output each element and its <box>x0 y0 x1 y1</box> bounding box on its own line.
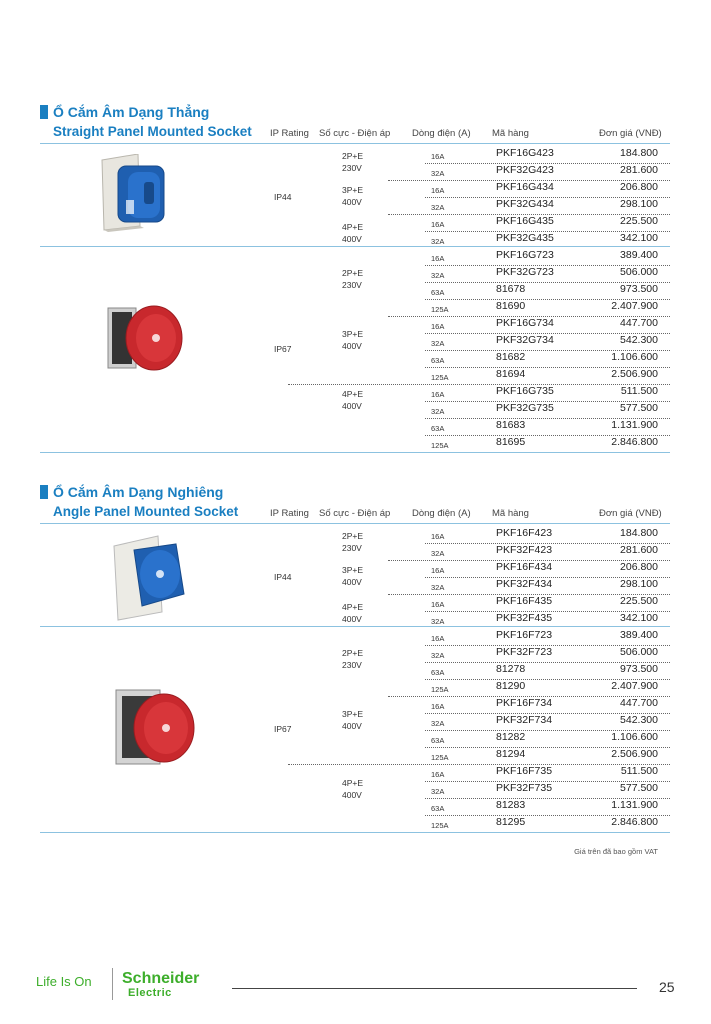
unit-price: 1.106.600 <box>611 731 658 743</box>
unit-price: 184.800 <box>620 527 658 539</box>
table-row <box>40 798 670 815</box>
table-row <box>40 713 670 730</box>
current-value: 63A <box>431 804 445 813</box>
unit-price: 2.846.800 <box>611 436 658 448</box>
current-value: 16A <box>431 702 445 711</box>
current-value: 125A <box>431 753 449 762</box>
section-title-vi: Ổ Cắm Âm Dạng Nghiêng <box>40 484 223 500</box>
pole-voltage: 3P+E 400V <box>342 709 364 731</box>
table-row <box>40 333 670 350</box>
pole-voltage: 3P+E 400V <box>342 329 364 351</box>
unit-price: 1.131.900 <box>611 419 658 431</box>
product-code: PKF16G423 <box>496 147 554 159</box>
section-title-en: Angle Panel Mounted Socket <box>53 504 239 519</box>
schneider-logo: Schneider <box>122 970 200 987</box>
current-value: 32A <box>431 583 445 592</box>
ip-rating-ip44: IP44 <box>274 192 292 202</box>
current-value: 16A <box>431 186 445 195</box>
product-code: 81282 <box>496 731 526 743</box>
product-code: 81278 <box>496 663 526 675</box>
table-row <box>40 560 670 577</box>
table-top-line <box>40 143 670 144</box>
table-row <box>40 197 670 214</box>
header-code: Mã hàng <box>492 128 529 139</box>
header-ip: IP Rating <box>270 508 309 519</box>
table-row <box>40 265 670 282</box>
pole-voltage: 2P+E 230V <box>342 648 364 670</box>
product-code: 81694 <box>496 368 526 380</box>
current-value: 125A <box>431 373 449 382</box>
ip-rating-ip67: IP67 <box>274 724 292 734</box>
current-value: 63A <box>431 288 445 297</box>
current-value: 125A <box>431 305 449 314</box>
pole-voltage: 4P+E 400V <box>342 222 364 244</box>
current-value: 32A <box>431 169 445 178</box>
table-top-line <box>40 523 670 524</box>
current-value: 125A <box>431 685 449 694</box>
product-code: PKF16F435 <box>496 595 553 607</box>
product-code: PKF16G435 <box>496 215 554 227</box>
unit-price: 1.106.600 <box>611 351 658 363</box>
header-current: Dòng điện (A) <box>412 128 471 139</box>
unit-price: 577.500 <box>620 402 658 414</box>
product-code: PKF32F434 <box>496 578 553 590</box>
ip-rating-ip67: IP67 <box>274 344 292 354</box>
product-code: PKF16F723 <box>496 629 553 641</box>
section-title-vi: Ổ Cắm Âm Dạng Thẳng <box>40 104 209 120</box>
unit-price: 2.407.900 <box>611 680 658 692</box>
product-code: PKF16G434 <box>496 181 554 193</box>
current-value: 125A <box>431 821 449 830</box>
current-value: 63A <box>431 424 445 433</box>
product-code: PKF32G723 <box>496 266 554 278</box>
current-value: 32A <box>431 651 445 660</box>
product-code: PKF16G734 <box>496 317 554 329</box>
current-value: 32A <box>431 549 445 558</box>
unit-price: 973.500 <box>620 283 658 295</box>
product-code: PKF16G735 <box>496 385 554 397</box>
table-row <box>40 543 670 560</box>
product-code: PKF32F735 <box>496 782 553 794</box>
product-code: PKF32G435 <box>496 232 554 244</box>
pole-voltage: 3P+E 400V <box>342 565 364 587</box>
table-row <box>40 316 670 333</box>
table-row <box>40 764 670 781</box>
table-row <box>40 594 670 611</box>
product-code: PKF16G723 <box>496 249 554 261</box>
unit-price: 447.700 <box>620 317 658 329</box>
product-code: PKF32G735 <box>496 402 554 414</box>
product-code: PKF16F434 <box>496 561 553 573</box>
table-row <box>40 696 670 713</box>
unit-price: 2.407.900 <box>611 300 658 312</box>
product-code: 81683 <box>496 419 526 431</box>
product-code: PKF32G434 <box>496 198 554 210</box>
table-row <box>40 435 670 452</box>
pole-voltage: 2P+E 230V <box>342 151 364 173</box>
table-row <box>40 730 670 747</box>
unit-price: 1.131.900 <box>611 799 658 811</box>
current-value: 32A <box>431 203 445 212</box>
angle-socket-section <box>40 484 670 844</box>
table-row <box>40 180 670 197</box>
table-row <box>40 214 670 231</box>
header-code: Mã hàng <box>492 508 529 519</box>
table-row <box>40 815 670 832</box>
table-bottom-line <box>40 832 670 833</box>
current-value: 16A <box>431 566 445 575</box>
pole-voltage: 2P+E 230V <box>342 268 364 290</box>
table-row <box>40 299 670 316</box>
table-row <box>40 747 670 764</box>
unit-price: 225.500 <box>620 215 658 227</box>
current-value: 16A <box>431 634 445 643</box>
product-code: PKF32F734 <box>496 714 553 726</box>
unit-price: 447.700 <box>620 697 658 709</box>
table-row <box>40 367 670 384</box>
product-code: 81294 <box>496 748 526 760</box>
table-bottom-line <box>40 452 670 453</box>
ip-rating-ip44: IP44 <box>274 572 292 582</box>
current-value: 16A <box>431 254 445 263</box>
unit-price: 2.506.900 <box>611 368 658 380</box>
table-row <box>40 418 670 435</box>
product-code: 81690 <box>496 300 526 312</box>
product-code: PKF32G734 <box>496 334 554 346</box>
unit-price: 542.300 <box>620 714 658 726</box>
current-value: 32A <box>431 237 445 246</box>
table-row <box>40 679 670 696</box>
electric-logo: Electric <box>128 987 172 999</box>
table-row <box>40 611 670 628</box>
current-value: 16A <box>431 152 445 161</box>
product-code: 81678 <box>496 283 526 295</box>
header-ip: IP Rating <box>270 128 309 139</box>
table-row <box>40 146 670 163</box>
header-poles: Số cực - Điện áp <box>319 128 391 139</box>
unit-price: 281.600 <box>620 544 658 556</box>
unit-price: 506.000 <box>620 646 658 658</box>
current-value: 32A <box>431 271 445 280</box>
table-row <box>40 526 670 543</box>
straight-socket-section <box>40 104 670 464</box>
current-value: 63A <box>431 668 445 677</box>
table-row <box>40 282 670 299</box>
product-code: PKF32F723 <box>496 646 553 658</box>
table-row <box>40 662 670 679</box>
section-title-en: Straight Panel Mounted Socket <box>53 124 252 139</box>
table-row <box>40 401 670 418</box>
life-is-on-logo: Life Is On <box>36 974 92 989</box>
unit-price: 206.800 <box>620 561 658 573</box>
current-value: 32A <box>431 617 445 626</box>
pole-voltage: 4P+E 400V <box>342 778 364 800</box>
unit-price: 206.800 <box>620 181 658 193</box>
unit-price: 389.400 <box>620 629 658 641</box>
table-row <box>40 350 670 367</box>
unit-price: 281.600 <box>620 164 658 176</box>
unit-price: 577.500 <box>620 782 658 794</box>
unit-price: 342.100 <box>620 232 658 244</box>
unit-price: 342.100 <box>620 612 658 624</box>
unit-price: 511.500 <box>620 765 658 777</box>
current-value: 125A <box>431 441 449 450</box>
unit-price: 184.800 <box>620 147 658 159</box>
product-code: PKF16F735 <box>496 765 553 777</box>
header-price: Đơn giá (VNĐ) <box>599 128 662 139</box>
product-code: 81290 <box>496 680 526 692</box>
current-value: 32A <box>431 787 445 796</box>
product-code: 81682 <box>496 351 526 363</box>
current-value: 16A <box>431 770 445 779</box>
product-code: PKF32F423 <box>496 544 553 556</box>
header-price: Đơn giá (VNĐ) <box>599 508 662 519</box>
unit-price: 389.400 <box>620 249 658 261</box>
current-value: 16A <box>431 220 445 229</box>
unit-price: 2.506.900 <box>611 748 658 760</box>
page-number: 25 <box>659 979 675 995</box>
current-value: 16A <box>431 390 445 399</box>
current-value: 63A <box>431 356 445 365</box>
current-value: 32A <box>431 719 445 728</box>
table-row <box>40 231 670 248</box>
pole-voltage: 4P+E 400V <box>342 602 364 624</box>
pole-voltage: 4P+E 400V <box>342 389 364 411</box>
current-value: 32A <box>431 407 445 416</box>
unit-price: 973.500 <box>620 663 658 675</box>
unit-price: 298.100 <box>620 578 658 590</box>
product-code: PKF16F734 <box>496 697 553 709</box>
product-code: PKF16F423 <box>496 527 553 539</box>
table-row <box>40 645 670 662</box>
table-row <box>40 577 670 594</box>
product-code: PKF32G423 <box>496 164 554 176</box>
pole-voltage: 3P+E 400V <box>342 185 364 207</box>
current-value: 32A <box>431 339 445 348</box>
current-value: 63A <box>431 736 445 745</box>
header-poles: Số cực - Điện áp <box>319 508 391 519</box>
table-row <box>40 163 670 180</box>
table-row <box>40 628 670 645</box>
product-code: 81295 <box>496 816 526 828</box>
table-row <box>40 248 670 265</box>
product-code: 81283 <box>496 799 526 811</box>
logo-divider <box>112 968 113 1000</box>
unit-price: 2.846.800 <box>611 816 658 828</box>
vat-note: Giá trên đã bao gồm VAT <box>574 847 658 856</box>
unit-price: 225.500 <box>620 595 658 607</box>
header-current: Dòng điện (A) <box>412 508 471 519</box>
unit-price: 511.500 <box>620 385 658 397</box>
pole-voltage: 2P+E 230V <box>342 531 364 553</box>
footer-line <box>232 988 637 989</box>
product-code: 81695 <box>496 436 526 448</box>
product-code: PKF32F435 <box>496 612 553 624</box>
unit-price: 506.000 <box>620 266 658 278</box>
current-value: 16A <box>431 322 445 331</box>
unit-price: 542.300 <box>620 334 658 346</box>
unit-price: 298.100 <box>620 198 658 210</box>
current-value: 16A <box>431 600 445 609</box>
current-value: 16A <box>431 532 445 541</box>
table-row <box>40 384 670 401</box>
table-row <box>40 781 670 798</box>
